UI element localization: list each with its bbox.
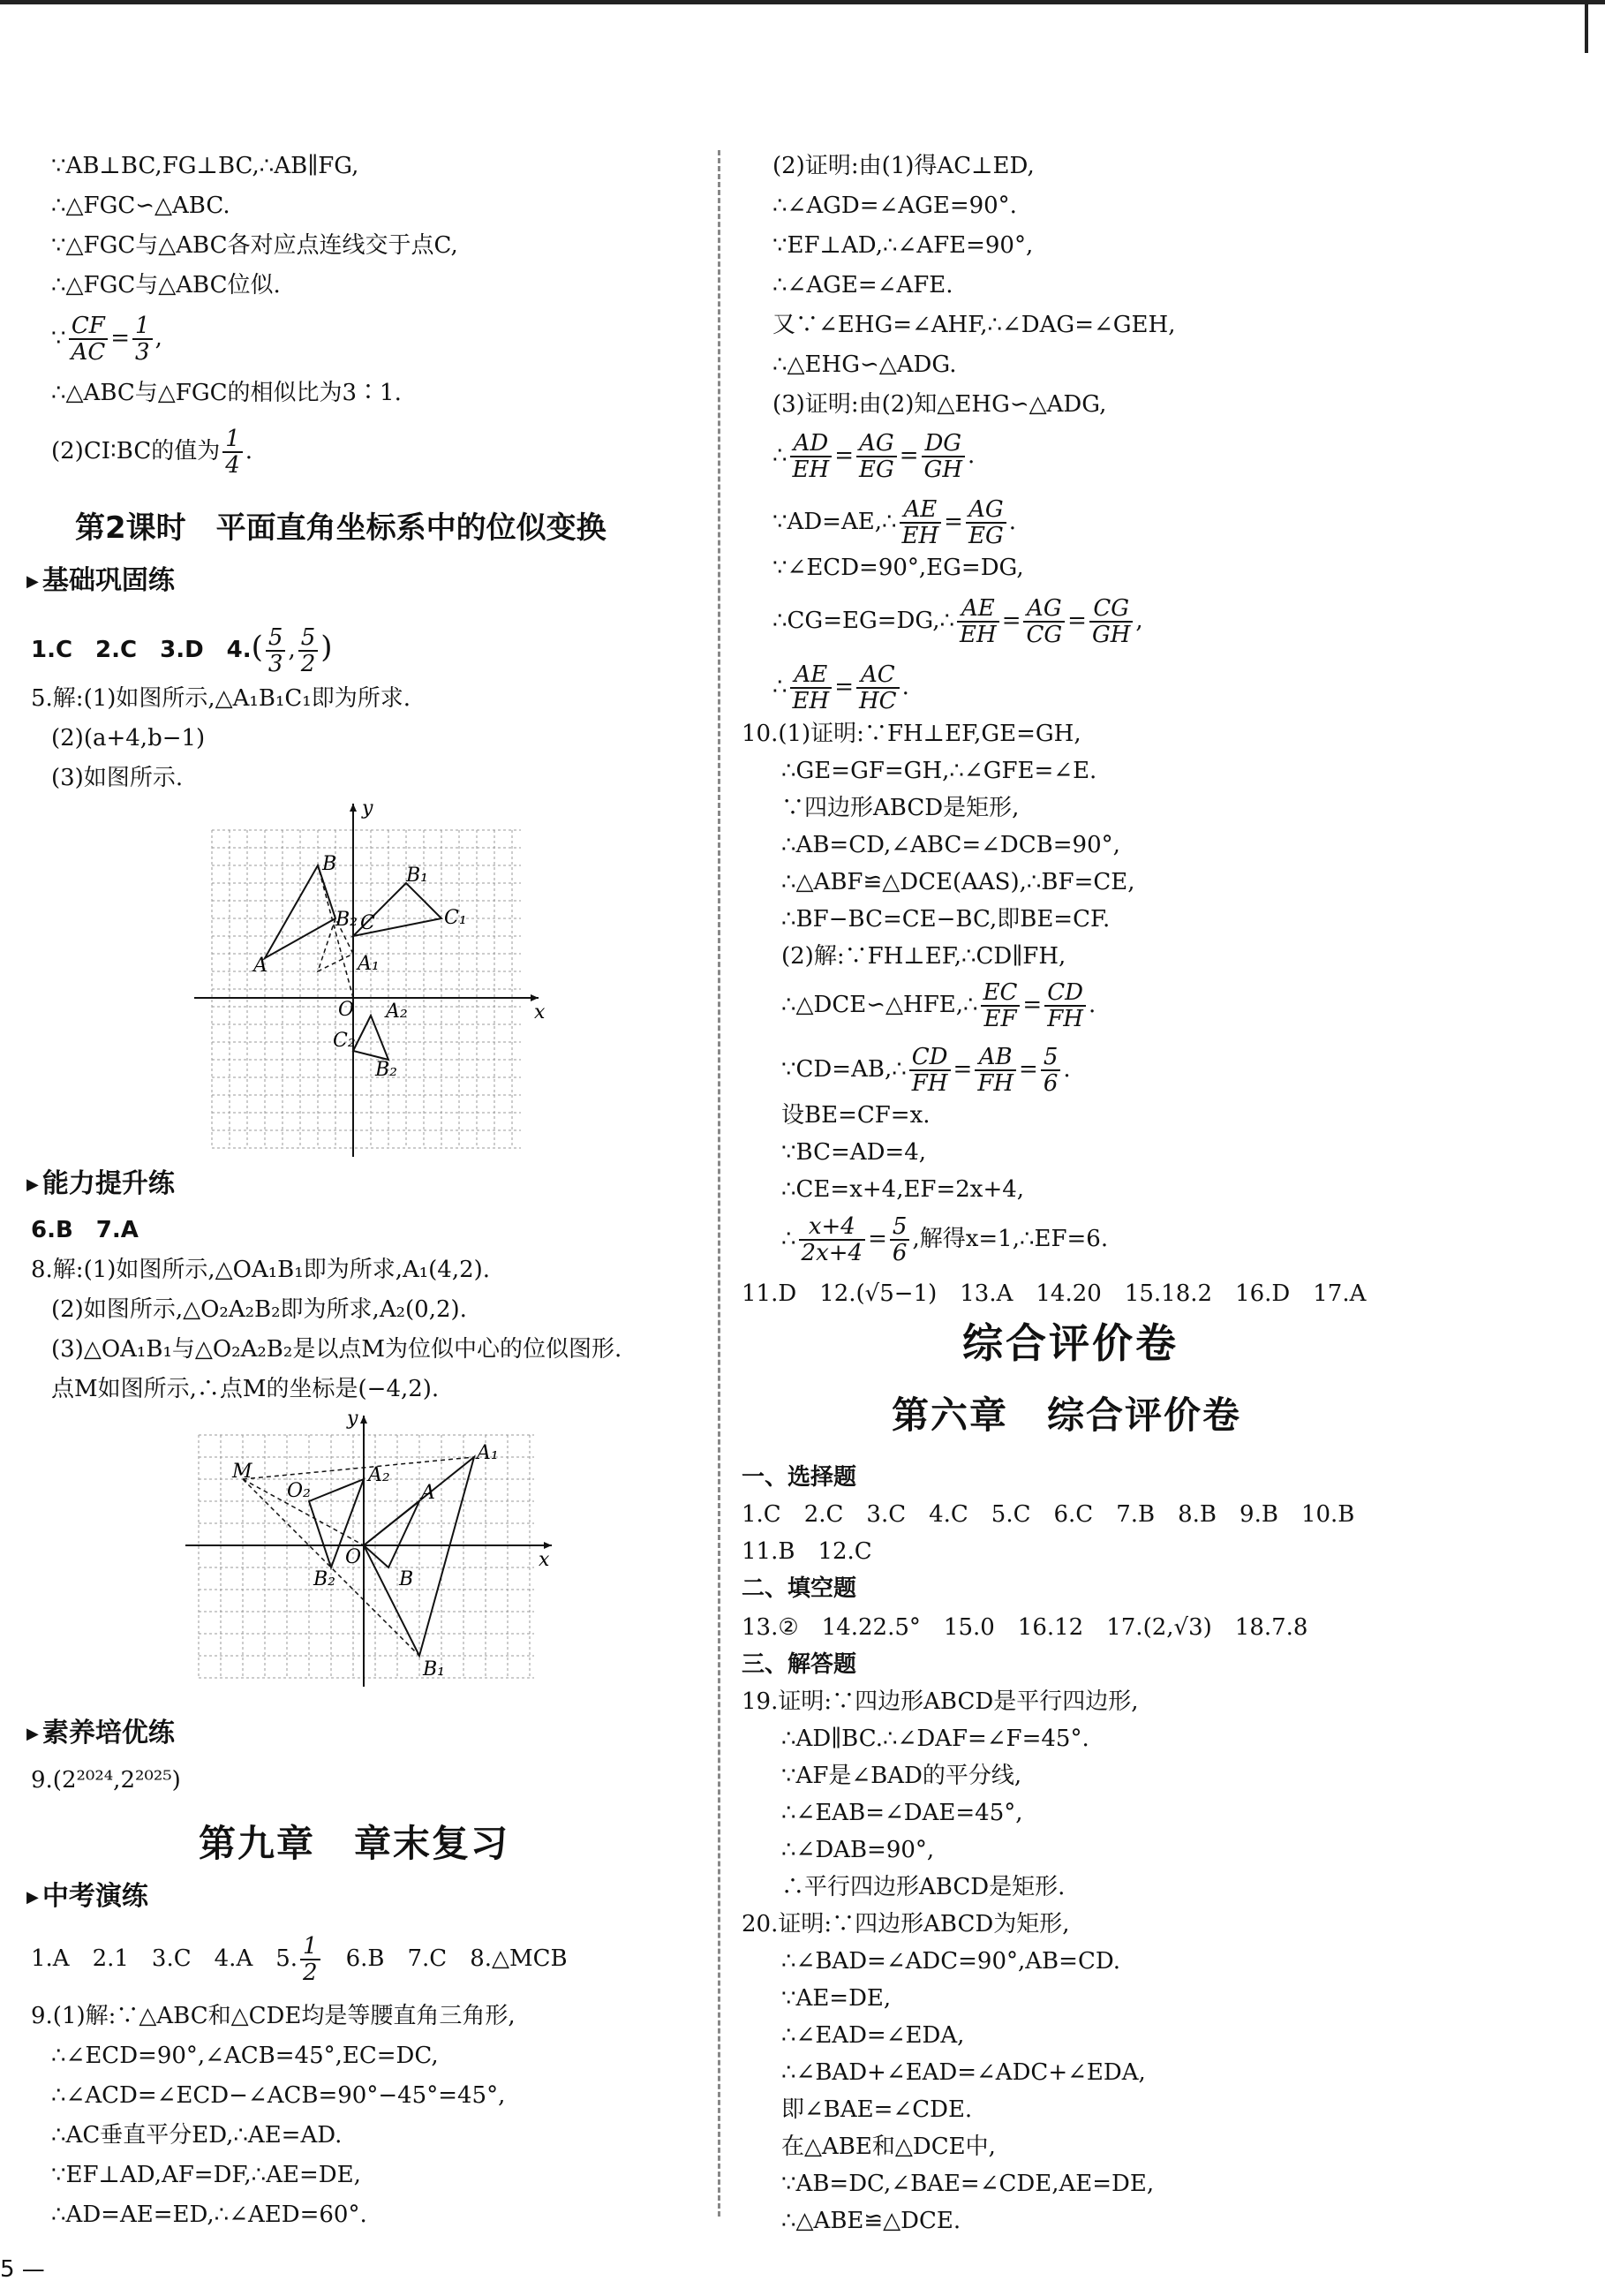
coordinate-figure-1	[190, 795, 546, 1166]
text-line: ∴AD∥BC.∴∠DAF=∠F=45°.	[781, 1726, 1089, 1752]
column-divider	[718, 150, 720, 2217]
label-y: y	[362, 797, 373, 819]
label-x: x	[534, 1001, 546, 1023]
text-line: 10.(1)证明:∵FH⊥EF,GE=GH,	[742, 721, 1081, 747]
triangle-oab	[364, 1501, 419, 1567]
text-line: 1.C 2.C 3.D 4.( $\frac{5}{3}$ , $\frac{5}{2}$ )	[31, 624, 333, 677]
text-line: ∵AE=DE,	[781, 1985, 892, 2012]
fraction: $\frac{DG}{GH}$	[922, 431, 965, 482]
text-line: ∴ $\frac{AE}{EH}$ = $\frac{AC}{HC}$ .	[772, 661, 909, 714]
text-line: ∴ $\frac{x+4}{2x+4}$ = $\frac{5}{6}$ ,解得x=1,∴EF=6.	[781, 1213, 1109, 1266]
label-origin: O	[345, 1546, 362, 1568]
text-line: ∵AF是∠BAD的平分线,	[781, 1763, 1022, 1789]
fraction: $\frac{AG}{EG}$	[856, 431, 897, 482]
text-line: ∴∠EAD=∠EDA,	[781, 2022, 965, 2049]
text-line: ∴∠BAD=∠ADC=90°,AB=CD.	[781, 1948, 1121, 1975]
section-heading: ▶ 基础巩固练	[26, 565, 175, 598]
label-b2-lower: B₂	[375, 1059, 397, 1081]
text-line: 又∵∠EHG=∠AHF,∴∠DAG=∠GEH,	[772, 312, 1176, 338]
text-line: 19.证明:∵四边形ABCD是平行四边形,	[742, 1688, 1139, 1715]
label-c1: C₁	[444, 907, 467, 929]
text-line: (3)如图所示.	[51, 765, 184, 791]
coordinate-figure-2	[181, 1409, 561, 1691]
text-line: ∴∠AGD=∠AGE=90°.	[772, 193, 1017, 219]
text-line: ∵EF⊥AD,∴∠AFE=90°,	[772, 232, 1034, 259]
text-line: ∴∠ACD=∠ECD−∠ACB=90°−45°=45°,	[51, 2082, 506, 2109]
label-y: y	[347, 1408, 358, 1430]
label-b: B	[399, 1568, 414, 1590]
text-line: ∴∠AGE=∠AFE.	[772, 272, 953, 298]
text-line: ∴ $\frac{AD}{EH}$ = $\frac{AG}{EG}$ = $\frac{DG}{GH}$ .	[772, 430, 976, 483]
text-line: ∴△EHG∽△ADG.	[772, 351, 957, 378]
fraction: $\frac{AG}{EG}$	[966, 497, 1006, 548]
section-heading: 三、解答题	[742, 1651, 857, 1678]
text-line: ∴CG=EG=DG,∴ $\frac{AE}{EH}$ = $\frac{AG}{CG}$ = $\frac{CG}{GH}$ ,	[772, 595, 1143, 648]
text-line: 9.(1)解:∵△ABC和△CDE均是等腰直角三角形,	[31, 2003, 516, 2029]
label-m: M	[232, 1461, 252, 1483]
section-title: 综合评价卷	[962, 1319, 1179, 1367]
label-origin: O	[338, 999, 355, 1021]
fraction: $\frac{AE}{EH}$	[957, 596, 999, 647]
text-line: ∵AB⊥BC,FG⊥BC,∴AB∥FG,	[51, 153, 359, 179]
label-a1: A₁	[477, 1442, 499, 1464]
text-line: 9.(2²⁰²⁴,2²⁰²⁵)	[31, 1767, 181, 1794]
fraction: $\frac{CG}{GH}$	[1089, 596, 1133, 647]
text-line: (2)如图所示,△O₂A₂B₂即为所求,A₂(0,2).	[51, 1296, 467, 1323]
text-line: ∴△DCE∽△HFE,∴ $\frac{EC}{EF}$ = $\frac{CD}{FH}$ .	[781, 979, 1096, 1032]
fraction: $\frac{5}{2}$	[298, 625, 319, 676]
fraction: $\frac{5}{3}$	[266, 625, 286, 676]
fraction: $\frac{CD}{FH}$	[1044, 980, 1086, 1031]
text-line: 11.D 12.(√5−1) 13.A 14.20 15.18.2 16.D 17.A	[742, 1280, 1367, 1307]
text-line: ∴△ABE≌△DCE.	[781, 2208, 961, 2234]
text-line: ∴∠BAD+∠EAD=∠ADC+∠EDA,	[781, 2059, 1146, 2086]
label-c: C	[360, 912, 375, 934]
text-line: (3)证明:由(2)知△EHG∽△ADG,	[772, 391, 1107, 418]
label-a: A	[253, 955, 268, 977]
text-line: ∵△FGC与△ABC各对应点连线交于点C,	[51, 232, 458, 259]
text-line: 设BE=CF=x.	[781, 1102, 931, 1129]
text-line: 8.解:(1)如图所示,△OA₁B₁即为所求,A₁(4,2).	[31, 1257, 491, 1283]
label-a2: A₂	[368, 1464, 390, 1486]
label-b1: B₁	[423, 1658, 445, 1680]
text-line: 在△ABE和△DCE中,	[781, 2134, 996, 2160]
fraction: $\frac{CF}{AC}$	[69, 313, 109, 365]
fraction: $\frac{5}{6}$	[890, 1214, 910, 1265]
text-line: 11.B 12.C	[742, 1538, 872, 1565]
fraction: $\frac{AE}{EH}$	[900, 497, 942, 548]
text-line: ∴平行四边形ABCD是矩形.	[781, 1874, 1066, 1900]
text-line: 20.证明:∵四边形ABCD为矩形,	[742, 1911, 1070, 1937]
text-line: 1.C 2.C 3.C 4.C 5.C 6.C 7.B 8.B 9.B 10.B	[742, 1501, 1355, 1528]
text-line: (2)CI∶BC的值为 $\frac{1}{4}$ .	[51, 426, 253, 479]
text-line: ∴△FGC与△ABC位似.	[51, 272, 281, 298]
fraction: $\frac{AG}{CG}$	[1023, 596, 1065, 647]
text-line: (2)解:∵FH⊥EF,∴CD∥FH,	[781, 943, 1066, 970]
text-line: ∵四边形ABCD是矩形,	[781, 795, 1020, 821]
label-a2: A₂	[386, 1001, 408, 1023]
section-heading: ▶ 素养培优练	[26, 1718, 175, 1750]
text-line: ∵BC=AD=4,	[781, 1139, 927, 1166]
fraction: $\frac{AE}{EH}$	[790, 662, 833, 714]
text-line: ∴GE=GF=GH,∴∠GFE=∠E.	[781, 758, 1097, 784]
fraction: $\frac{CD}{FH}$	[909, 1045, 951, 1096]
text-line: (2)(a+4,b−1)	[51, 725, 206, 751]
text-line: ∵CD=AB,∴ $\frac{CD}{FH}$ = $\frac{AB}{FH}$ = $\frac{5}{6}$ .	[781, 1044, 1071, 1097]
fraction: $\frac{1}{2}$	[300, 1934, 320, 1985]
label-b2: B₂	[335, 909, 358, 931]
corner-mark	[1585, 0, 1588, 53]
label-a1: A₁	[358, 953, 380, 975]
text-line: 点M如图所示,∴点M的坐标是(−4,2).	[51, 1376, 440, 1402]
section-heading: 一、选择题	[742, 1464, 857, 1491]
text-line: ∴AB=CD,∠ABC=∠DCB=90°,	[781, 832, 1120, 858]
label-o2: O₂	[287, 1480, 311, 1502]
text-line: (2)证明:由(1)得AC⊥ED,	[772, 153, 1035, 179]
text-line: ∵AD=AE,∴ $\frac{AE}{EH}$ = $\frac{AG}{EG}$ .	[772, 496, 1016, 549]
text-line: ∴AC垂直平分ED,∴AE=AD.	[51, 2122, 343, 2149]
fraction: $\frac{AB}{FH}$	[975, 1045, 1016, 1096]
text-line: 5.解:(1)如图所示,△A₁B₁C₁即为所求.	[31, 685, 411, 712]
text-line: ∴△ABC与△FGC的相似比为3∶1.	[51, 380, 402, 406]
label-b2: B₂	[313, 1568, 335, 1590]
text-line: ∴AD=AE=ED,∴∠AED=60°.	[51, 2202, 367, 2228]
chapter-title: 第九章 章末复习	[199, 1822, 510, 1865]
fraction: $\frac{1}{3}$	[132, 313, 153, 365]
text-line: 即∠BAE=∠CDE.	[781, 2096, 973, 2123]
text-line: 6.B 7.A	[31, 1217, 139, 1243]
text-line: ∴△FGC∽△ABC.	[51, 193, 230, 219]
fraction: $\frac{EC}{EF}$	[981, 980, 1021, 1031]
text-line: (3)△OA₁B₁与△O₂A₂B₂是以点M为位似中心的位似图形.	[51, 1336, 622, 1363]
label-b1: B₁	[406, 865, 428, 887]
text-line: 1.A 2.1 3.C 4.A 5. $\frac{1}{2}$ 6.B 7.C 8.△MCB	[31, 1933, 568, 1986]
text-line: ∵AB=DC,∠BAE=∠CDE,AE=DE,	[781, 2171, 1155, 2197]
label-c2: C₂	[333, 1030, 356, 1052]
fraction: $\frac{AC}{HC}$	[856, 662, 900, 714]
label-a: A	[421, 1482, 435, 1504]
text-line: ∴BF−BC=CE−BC,即BE=CF.	[781, 906, 1111, 933]
text-line: ∴∠ECD=90°,∠ACB=45°,EC=DC,	[51, 2043, 439, 2069]
fraction: $\frac{5}{6}$	[1041, 1045, 1061, 1096]
label-x: x	[539, 1549, 550, 1571]
text-line: ∴∠EAB=∠DAE=45°,	[781, 1800, 1023, 1826]
text-line: ∴△ABF≌△DCE(AAS),∴BF=CE,	[781, 869, 1135, 895]
fraction: $\frac{AD}{EH}$	[790, 431, 833, 482]
top-border	[0, 0, 1605, 4]
section-heading: ▶ 中考演练	[26, 1881, 148, 1914]
label-b: B	[322, 853, 337, 875]
fraction: $\frac{1}{4}$	[222, 427, 243, 478]
fraction: $\frac{x+4}{2x+4}$	[799, 1214, 866, 1265]
section-heading: 二、填空题	[742, 1575, 857, 1602]
lesson-title: 第2课时 平面直角坐标系中的位似变换	[75, 510, 607, 546]
text-line: ∵EF⊥AD,AF=DF,∴AE=DE,	[51, 2162, 361, 2188]
text-line: ∵∠ECD=90°,EG=DG,	[772, 555, 1024, 581]
text-line: ∵ $\frac{CF}{AC}$ = $\frac{1}{3}$ ,	[51, 313, 162, 366]
text-line: ∴CE=x+4,EF=2x+4,	[781, 1176, 1025, 1203]
page-number: 5 —	[0, 2256, 45, 2283]
text-line: 13.② 14.22.5° 15.0 16.12 17.(2,√3) 18.7.8	[742, 1614, 1308, 1641]
section-heading: ▶ 能力提升练	[26, 1168, 175, 1201]
chapter-title: 第六章 综合评价卷	[892, 1393, 1242, 1437]
text-line: ∴∠DAB=90°,	[781, 1837, 935, 1863]
